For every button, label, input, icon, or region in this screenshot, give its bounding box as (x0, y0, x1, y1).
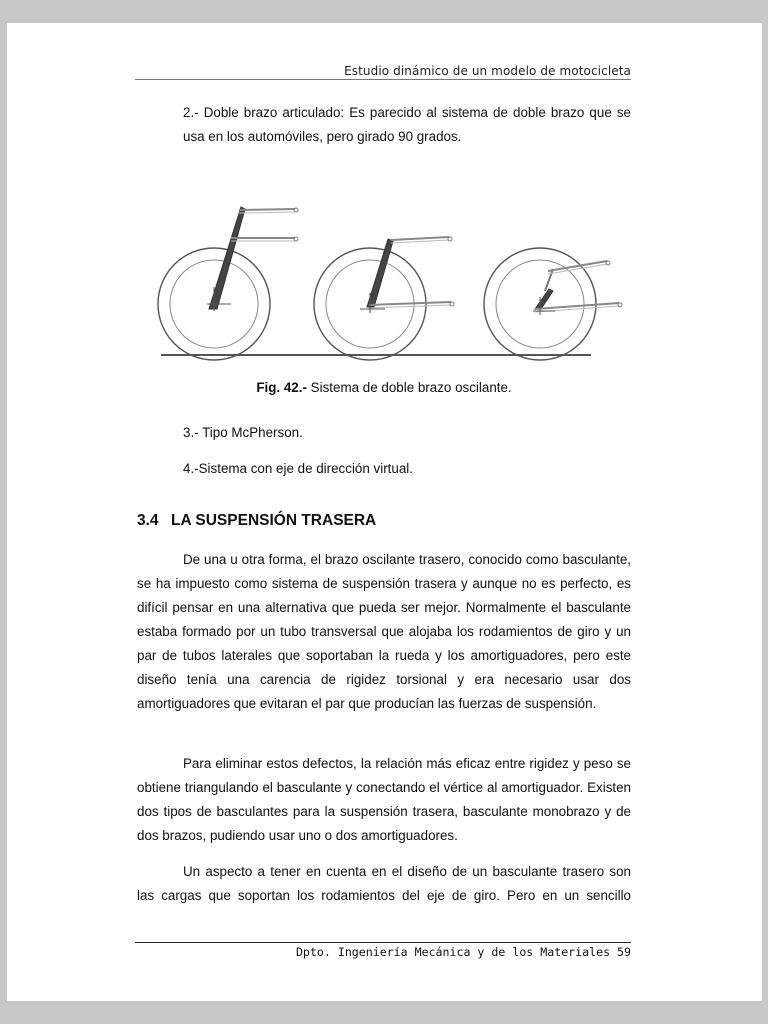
figure-caption-text: Sistema de doble brazo oscilante. (306, 380, 512, 395)
header-rule (135, 79, 631, 80)
section-title-text: LA SUSPENSIÓN TRASERA (171, 512, 377, 529)
footer-rule (135, 942, 631, 943)
figure-caption (137, 380, 631, 395)
running-header: Estudio dinámico de un modelo de motocicleta (344, 64, 631, 78)
section-number: 3.4 (137, 512, 159, 529)
list-item-virtual-axis: 4.-Sistema con eje de dirección virtual. (183, 461, 413, 476)
document-page (7, 23, 762, 1001)
list-item-doble-brazo: 2.- Doble brazo articulado: Es parecido al sistema de doble brazo que se usa en los automóviles, pero girado 90 grados. (183, 105, 631, 144)
figure-label: Fig. 42.- (256, 380, 307, 395)
body-paragraph-1: De una u otra forma, el brazo oscilante trasero, conocido como basculante, se ha impuesto como sistema de suspensión trasera y aunque no es perfecto, es difícil pensar en una alternativa que pueda ser mejor. Normalmente el basculante estaba formado por un tubo transversal que alojaba los rodamientos de giro y un par de tubos laterales que soportaban la rueda y los amortiguadores, pero este diseño tenía una carencia de rigidez torsional y era necesario usar dos amortiguadores que evitaran el par que producían las fuerzas de suspensión. (137, 552, 631, 711)
body-paragraph-2: Para eliminar estos defectos, la relación más eficaz entre rigidez y peso se obtiene triangulando el basculante y conectando el vértice al amortiguador. Existen dos tipos de basculantes para la suspensión trasera, basculante monobrazo y de dos brazos, pudiendo usar uno o dos amortiguadores. (137, 756, 631, 843)
suspension-figure (155, 201, 625, 361)
body-paragraph-3: Un aspecto a tener en cuenta en el diseño de un basculante trasero son las cargas que soportan los rodamientos del eje de giro. Pero en un sencillo (137, 864, 631, 903)
wheel-3 (484, 248, 622, 360)
wheel-2 (314, 237, 454, 360)
running-footer: Dpto. Ingeniería Mecánica y de los Materiales 59 (295, 945, 631, 959)
wheel-1 (158, 207, 298, 360)
section-heading (137, 512, 376, 530)
list-item-mcpherson: 3.- Tipo McPherson. (183, 425, 303, 440)
